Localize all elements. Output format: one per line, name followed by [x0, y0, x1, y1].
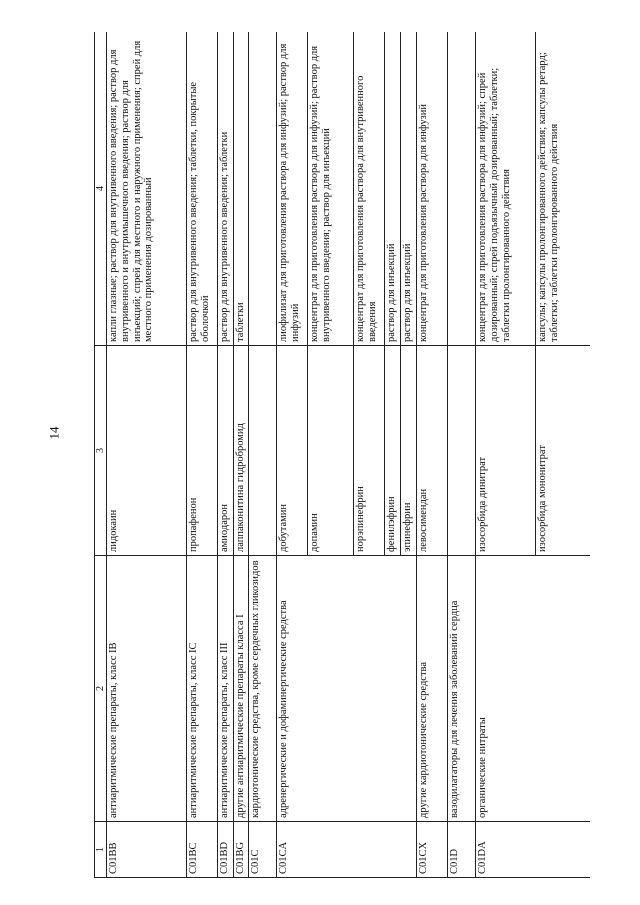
drug-name	[249, 346, 277, 556]
drug-name: добутамин	[277, 346, 308, 556]
header-row	[95, 32, 107, 878]
dosage-forms	[249, 32, 277, 346]
header-col-1: 1	[95, 822, 107, 878]
pharm-group: вазодилататоры для лечения заболеваний сердца	[448, 556, 476, 822]
dosage-forms	[448, 32, 476, 346]
dosage-forms: раствор для внутривенного введения; таблетки, покрытые оболочкой	[187, 32, 218, 346]
table-row	[187, 32, 218, 878]
drug-table	[94, 32, 590, 878]
header-col-3: 3	[95, 346, 107, 556]
atc-code: C01CA	[277, 822, 417, 878]
drug-name: изосорбида динитрат	[476, 346, 536, 556]
pharm-group: адренергические и дофаминергические средства	[277, 556, 417, 822]
drug-name: изосорбида мононитрат	[536, 346, 590, 556]
atc-code: C01CX	[417, 822, 448, 878]
rotated-table-container	[94, 32, 590, 878]
atc-code: C01D	[448, 822, 476, 878]
dosage-forms: концентрат для приготовления раствора для инфузий; раствор для внутривенного введения; раствор для инъекций	[308, 32, 354, 346]
drug-name: допамин	[308, 346, 354, 556]
dosage-forms: таблетки	[234, 32, 249, 346]
pharm-group: антиаритмические препараты, класс IB	[107, 556, 187, 822]
dosage-forms: капсулы; капсулы пролонгированного действия; капсулы ретард; таблетки; таблетки пролонгированного действия	[536, 32, 590, 346]
pharm-group: другие антиаритмические препараты класса I	[234, 556, 249, 822]
table-row	[417, 32, 448, 878]
drug-name: эпинефрин	[401, 346, 417, 556]
dosage-forms: лиофилизат для приготовления раствора для инфузий; раствор для инфузий	[277, 32, 308, 346]
drug-name: фенилэфрин	[385, 346, 401, 556]
dosage-forms: раствор для инъекций	[385, 32, 401, 346]
drug-name: лидокаин	[107, 346, 187, 556]
dosage-forms: раствор для внутривенного введения; таблетки	[218, 32, 234, 346]
table-row	[107, 32, 187, 878]
pharm-group: кардиотонические средства, кроме сердечных гликозидов	[249, 556, 277, 822]
pharm-group: антиаритмические препараты, класс IC	[187, 556, 218, 822]
table-row	[218, 32, 234, 878]
drug-name: норэпинефрин	[354, 346, 385, 556]
page-number: 14	[46, 426, 62, 440]
pharm-group: другие кардиотонические средства	[417, 556, 448, 822]
drug-name: пропафенон	[187, 346, 218, 556]
atc-code: C01BB	[107, 822, 187, 878]
drug-name: амиодарон	[218, 346, 234, 556]
atc-code: C01BG	[234, 822, 249, 878]
dosage-forms: концентрат для приготовления раствора для инфузий	[417, 32, 448, 346]
atc-code: C01DA	[476, 822, 590, 878]
dosage-forms: раствор для инъекций	[401, 32, 417, 346]
drug-name: лаппаконитина гидробромид	[234, 346, 249, 556]
atc-code: C01BD	[218, 822, 234, 878]
table-row	[277, 32, 308, 878]
drug-name: левосимендан	[417, 346, 448, 556]
atc-code: C01C	[249, 822, 277, 878]
header-col-4: 4	[95, 32, 107, 346]
drug-name	[448, 346, 476, 556]
pharm-group: антиаритмические препараты, класс III	[218, 556, 234, 822]
dosage-forms: капли глазные; раствор для внутривенного введения; раствор для внутривенного и внутримышечного введения; раствор для инъекций; спрей для местного и наружного применения; спрей для местного применения дозированный	[107, 32, 187, 346]
table-row	[234, 32, 249, 878]
table-row	[476, 32, 536, 878]
table-row	[249, 32, 277, 878]
table-viewport	[94, 32, 590, 878]
dosage-forms: концентрат для приготовления раствора для инфузий; спрей дозированный; спрей подъязычный дозированный; таблетки; таблетки пролонгированного действия	[476, 32, 536, 346]
header-col-2: 2	[95, 556, 107, 822]
atc-code: C01BC	[187, 822, 218, 878]
table-row	[448, 32, 476, 878]
dosage-forms: концентрат для приготовления раствора для внутривенного введения	[354, 32, 385, 346]
pharm-group: органические нитраты	[476, 556, 590, 822]
